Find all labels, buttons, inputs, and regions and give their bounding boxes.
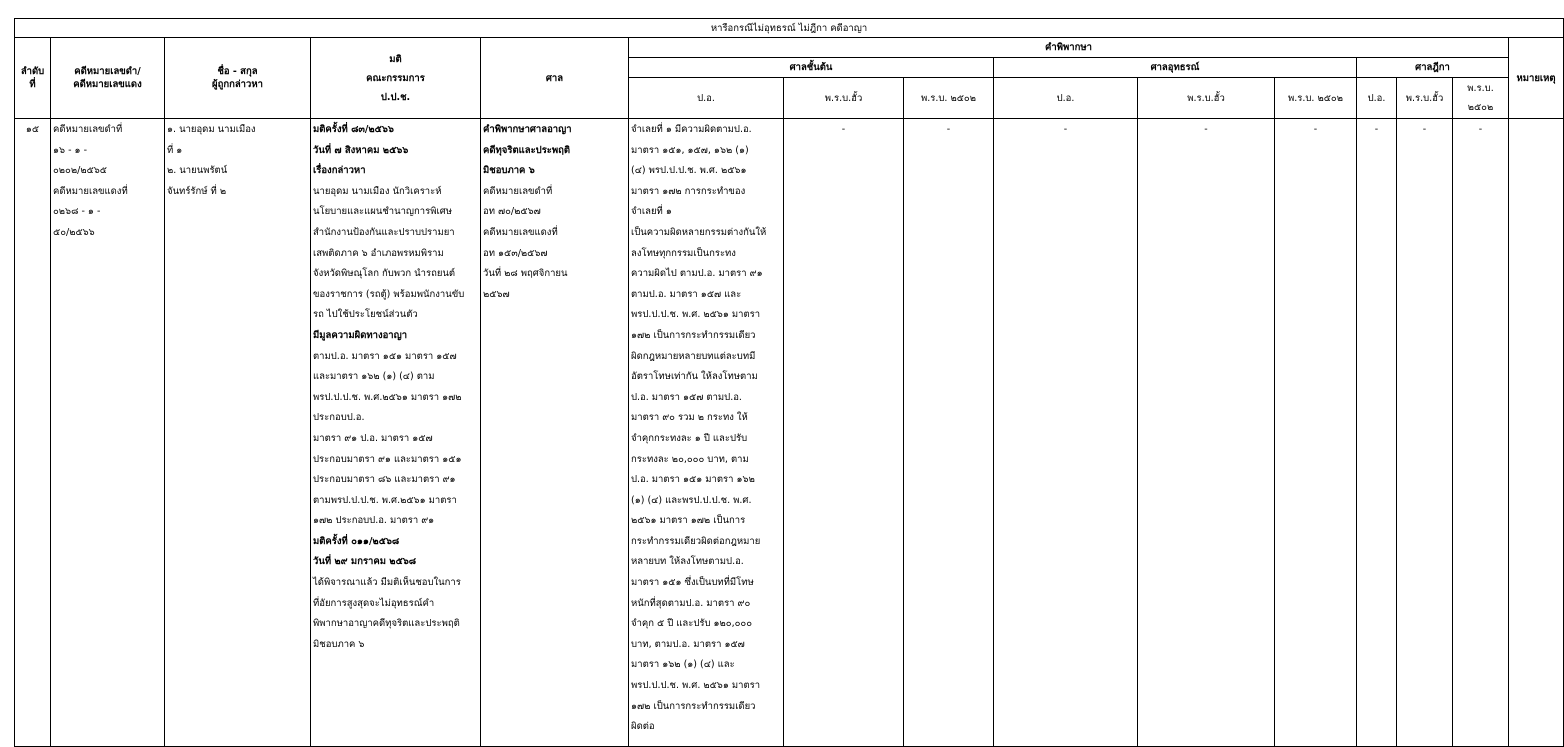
header-court-supreme: ศาลฎีกา: [1357, 58, 1509, 78]
resolution-line: ที่อัยการสูงสุดจะไม่อุทธรณ์คำ: [313, 597, 435, 609]
resolution-line: พิพากษาอาญาคดีทุจริตและประพฤติ: [313, 618, 460, 630]
judgment-line: มาตรา ๙๐ รวม ๒ กระทง ให้: [631, 412, 748, 424]
case-number-line: ๕๐/๒๕๖๖: [53, 226, 95, 238]
header-resolution: มติ คณะกรรมการ ป.ป.ช.: [311, 38, 481, 119]
judgment-line: พรป.ป.ป.ช. พ.ศ. ๒๕๖๑ มาตรา: [631, 309, 761, 321]
resolution-line: มติครั้งที่ ๐๑๑/๒๕๖๘: [313, 535, 400, 547]
row-resolution: [311, 119, 481, 747]
resolution-line: และมาตรา ๑๖๒ (๑) (๔) ตาม: [313, 371, 435, 383]
judgment-line: อัตราโทษเท่ากัน ให้ลงโทษตาม: [631, 371, 758, 383]
judgment-line: ๑๗๒ เป็นการกระทำกรรมเดียว: [631, 700, 756, 712]
header-judgment: คำพิพากษา: [629, 38, 1509, 58]
court-line: วันที่ ๒๘ พฤศจิกายน: [483, 268, 568, 280]
resolution-line: มิชอบภาค ๖: [313, 638, 365, 650]
row-name: [165, 119, 311, 747]
judgment-line: (๑) (๔) และพรป.ป.ป.ช. พ.ศ.: [631, 494, 752, 506]
resolution-line: ตามป.อ. มาตรา ๑๕๑ มาตรา ๑๕๗: [313, 350, 457, 362]
judgment-line: จำคุก ๕ ปี และปรับ ๑๒๐,๐๐๐: [631, 618, 753, 630]
judgment-line: จำเลยที่ ๑ มีความผิดตามป.อ.: [631, 124, 752, 135]
header-seq: ลำดับ ที่: [15, 38, 51, 119]
subheader-supreme-po: ป.อ.: [1357, 78, 1397, 119]
resolution-line: จังหวัดพิษณุโลก กับพวก นำรถยนต์: [313, 268, 456, 280]
subheader-appeal-hua: พ.ร.บ.ฮั้ว: [1138, 78, 1275, 119]
header-court-first: ศาลชั้นต้น: [629, 58, 994, 78]
subheader-first-hua: พ.ร.บ.ฮั้ว: [784, 78, 904, 119]
judgment-line: ผิดต่อ: [631, 721, 655, 733]
header-court-appeal: ศาลอุทธรณ์: [994, 58, 1357, 78]
resolution-line: ประกอบมาตรา ๘๖ และมาตรา ๙๑: [313, 474, 456, 486]
judgment-line: มาตรา ๑๖๒ (๑) (๔) และ: [631, 659, 735, 671]
judgment-line: ๒๕๖๑ มาตรา ๑๗๒ เป็นการ: [631, 515, 746, 527]
row-first-hua: -: [784, 119, 904, 747]
judgment-line: มาตรา ๑๗๒ การกระทำของ: [631, 185, 746, 197]
header-case-no: คดีหมายเลขดำ/ คดีหมายเลขแดง: [51, 38, 165, 119]
resolution-line: รถ ไปใช้ประโยชน์ส่วนตัว: [313, 309, 418, 321]
accused-name-line: ที่ ๑: [167, 144, 183, 156]
resolution-line: วันที่ ๗ สิงหาคม ๒๕๖๖: [313, 144, 409, 156]
row-appeal-po: -: [994, 119, 1138, 747]
table-title: หารือกรณีไม่อุทธรณ์ ไม่ฎีกา คดีอาญา: [15, 19, 1564, 38]
judgment-line: ๑๗๒ เป็นการกระทำกรรมเดียว: [631, 329, 756, 341]
judgment-line: หลายบท ให้ลงโทษตามป.อ.: [631, 556, 744, 568]
resolution-line: ๑๗๒ ประกอบป.อ. มาตรา ๙๑: [313, 515, 435, 527]
subheader-supreme-2502: พ.ร.บ. ๒๕๐๒: [1453, 78, 1509, 119]
judgment-line: ความผิดไป ตามป.อ. มาตรา ๙๑: [631, 268, 763, 280]
judgment-line: มาตรา ๑๕๑, ๑๕๗, ๑๖๒ (๑): [631, 144, 749, 156]
judgment-line: ลงโทษทุกกรรมเป็นกระทง: [631, 247, 736, 259]
judgment-line: ป.อ. มาตรา ๑๕๗ ตามป.อ.: [631, 391, 742, 403]
judgment-line: (๔) พรป.ป.ป.ช. พ.ศ. ๒๕๖๑: [631, 165, 747, 177]
court-line: อท ๑๕๓/๒๕๖๗: [483, 247, 548, 259]
resolution-line: ได้พิจารณาแล้ว มีมติเห็นชอบในการ: [313, 577, 461, 589]
case-number-line: คดีหมายเลขแดงที่: [53, 185, 128, 197]
subheader-first-2502: พ.ร.บ. ๒๕๐๒: [904, 78, 994, 119]
row-first-2502: -: [904, 119, 994, 747]
case-number-line: ๐๒๐๒/๒๕๖๕: [53, 165, 107, 177]
row-seq: ๑๕: [15, 119, 51, 747]
judgment-line: กระทงละ ๒๐,๐๐๐ บาท, ตาม: [631, 453, 749, 465]
accused-name-line: ๑. นายอุดม นามเมือง: [167, 124, 256, 135]
row-remark: [1509, 119, 1564, 747]
header-remark: หมายเหตุ: [1509, 38, 1564, 119]
header-name: ชื่อ - สกุล ผู้ถูกกล่าวหา: [165, 38, 311, 119]
resolution-line: วันที่ ๒๙ มกราคม ๒๕๖๘: [313, 556, 417, 568]
court-line: คดีหมายเลขดำที่: [483, 185, 553, 197]
judgment-line: เป็นความผิดหลายกรรมต่างกันให้: [631, 226, 767, 238]
resolution-line: มาตรา ๙๑ ป.อ. มาตรา ๑๕๗: [313, 432, 433, 444]
judgment-line: จำเลยที่ ๑: [631, 206, 672, 218]
row-supreme-2502: -: [1453, 119, 1509, 747]
judgment-line: กระทำกรรมเดียวผิดต่อกฎหมาย: [631, 535, 761, 547]
court-line: คดีหมายเลขแดงที่: [483, 226, 558, 238]
row-appeal-hua: -: [1138, 119, 1275, 747]
subheader-appeal-po: ป.อ.: [994, 78, 1138, 119]
resolution-line: สำนักงานป้องกันและปราบปรามยา: [313, 226, 455, 238]
case-number-line: ๐๒๖๘ - ๑ -: [53, 206, 101, 218]
court-line: มิชอบภาค ๖: [483, 165, 535, 177]
subheader-appeal-2502: พ.ร.บ. ๒๕๐๒: [1275, 78, 1357, 119]
case-table: [14, 18, 1564, 747]
judgment-line: ผิดกฎหมายหลายบทแต่ละบทมี: [631, 350, 756, 362]
header-court: ศาล: [481, 38, 629, 119]
resolution-line: นายอุดม นามเมือง นักวิเคราะห์: [313, 185, 442, 197]
judgment-line: มาตรา ๑๕๑ ซึ่งเป็นบทที่มีโทษ: [631, 577, 754, 589]
court-line: อท ๗๐/๒๕๖๗: [483, 206, 541, 218]
judgment-line: บาท, ตามป.อ. มาตรา ๑๕๗: [631, 638, 745, 650]
subheader-first-po: ป.อ.: [629, 78, 784, 119]
judgment-line: หนักที่สุดตามป.อ. มาตรา ๙๐: [631, 597, 751, 609]
row-first-po: [629, 119, 784, 747]
accused-name-line: ๒. นายนพรัตน์: [167, 165, 228, 177]
resolution-line: เรื่องกล่าวหา: [313, 165, 366, 177]
subheader-supreme-hua: พ.ร.บ.ฮั้ว: [1397, 78, 1453, 119]
resolution-line: นโยบายและแผนชำนาญการพิเศษ: [313, 206, 453, 218]
judgment-line: ป.อ. มาตรา ๑๕๑ มาตรา ๑๖๒: [631, 474, 755, 486]
row-appeal-2502: -: [1275, 119, 1357, 747]
resolution-line: ประกอบป.อ.: [313, 412, 365, 424]
row-supreme-hua: -: [1397, 119, 1453, 747]
resolution-line: ประกอบมาตรา ๙๑ และมาตรา ๑๕๑: [313, 453, 462, 465]
judgment-line: จำคุกกระทงละ ๑ ปี และปรับ: [631, 432, 748, 444]
case-number-line: ๑๖ - ๑ -: [53, 144, 88, 156]
court-line: ๒๕๖๗: [483, 288, 510, 300]
resolution-line: ตามพรป.ป.ป.ช. พ.ศ.๒๕๖๑ มาตรา: [313, 494, 457, 506]
judgment-line: ตามป.อ. มาตรา ๑๕๗ และ: [631, 288, 742, 300]
row-case-no: [51, 119, 165, 747]
row-supreme-po: -: [1357, 119, 1397, 747]
court-line: คดีทุจริตและประพฤติ: [483, 144, 571, 156]
resolution-line: ของราชการ (รถตู้) พร้อมพนักงานขับ: [313, 288, 465, 300]
resolution-line: เสพติดภาค ๖ อำเภอพรหมพิราม: [313, 247, 444, 259]
resolution-line: พรป.ป.ป.ช. พ.ศ.๒๕๖๑ มาตรา ๑๗๒: [313, 391, 462, 403]
resolution-line: มีมูลความผิดทางอาญา: [313, 329, 408, 341]
accused-name-line: จันทร์รักษ์ ที่ ๒: [167, 185, 227, 197]
court-line: คำพิพากษาศาลอาญา: [483, 124, 572, 135]
resolution-line: มติครั้งที่ ๘๓/๒๕๖๖: [313, 124, 394, 135]
row-court: [481, 119, 629, 747]
case-number-line: คดีหมายเลขดำที่: [53, 124, 123, 135]
judgment-line: พรป.ป.ป.ช. พ.ศ. ๒๕๖๑ มาตรา: [631, 680, 761, 692]
